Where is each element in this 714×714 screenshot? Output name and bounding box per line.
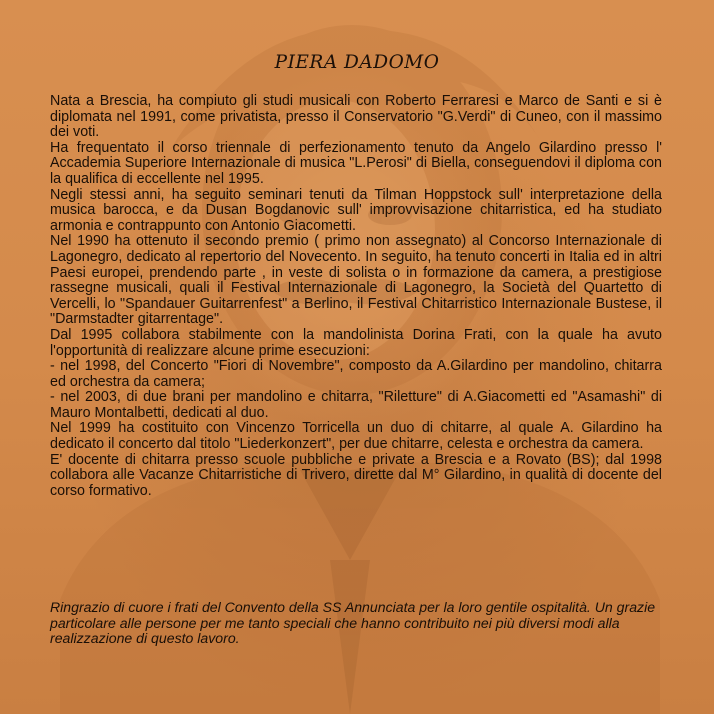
bio-paragraph: - nel 2003, di due brani per mandolino e chitarra, "Riletture" di A.Giacometti ed "Asamashi" di Mauro Montalbetti, dedicati al duo. [50, 389, 662, 421]
bio-paragraph: E' docente di chitarra presso scuole pubbliche e private a Brescia e a Rovato (BS); dal 1998 collabora alle Vacanze Chitarristiche di Trivero, dirette dal M° Gilardino, in qualità di docente del corso formativo. [50, 451, 662, 499]
bio-paragraph: Nel 1990 ha ottenuto il secondo premio ( primo non assegnato) al Concorso Internazionale di Lagonegro, dedicato al repertorio del Novecento. In seguito, ha tenuto concerti in Italia ed in altri Paesi europei, prendendo parte , in veste di solista o in formazione da camera, a prestigiose rassegne musicali, quali il Festival Internazionale di Lagonegro, la Società del Quartetto di Vercelli, lo "Spandauer Guitarrenfest" a Berlino, il Festival Chitarristico Internazionale Bustese, il "Darmstadter gitarrentage". [50, 233, 662, 328]
page-title: PIERA DADOMO [274, 52, 440, 73]
acknowledgement-block [50, 600, 662, 647]
bio-paragraph: Nel 1999 ha costituito con Vincenzo Torricella un duo di chitarre, al quale A. Gilardino ha dedicato il concerto dal titolo "Liederkonzert", per due chitarre, celesta e orchestra da camera. [50, 420, 662, 453]
acknowledgement-text: Ringrazio di cuore i frati del Convento della SS Annunciata per la loro gentile ospitalità. Un grazie particolare alle persone per me tanto speciali che hanno contribuito nei più diversi modi alla realizzazione di questo lavoro. [50, 599, 656, 647]
bio-paragraph: Nata a Brescia, ha compiuto gli studi musicali con Roberto Ferraresi e Marco de Santi e si è diplomata nel 1991, come privatista, presso il Conservatorio "G.Verdi" di Cuneo, con il massimo dei voti. [50, 93, 662, 141]
bio-paragraph: Ha frequentato il corso triennale di perfezionamento tenuto da Angelo Gilardino presso l' Accademia Superiore Internazionale di musica "L.Perosi" di Biella, conseguendovi il diploma con la qualifica di eccellente nel 1995. [50, 139, 662, 187]
bio-paragraph: Negli stessi anni, ha seguito seminari tenuti da Tilman Hoppstock sull' interpretazione della musica barocca, e da Dusan Bogdanovic sull' improvvisazione chitarristica, ed ha studiato armonia e contrappunto con Antonio Giacometti. [50, 186, 662, 234]
biography [50, 94, 662, 499]
bio-paragraph: - nel 1998, del Concerto "Fiori di Novembre", composto da A.Gilardino per mandolino, chitarra ed orchestra da camera; [50, 358, 662, 390]
bio-paragraph: Dal 1995 collabora stabilmente con la mandolinista Dorina Frati, con la quale ha avuto l'opportunità di realizzare alcune prime esecuzioni: [50, 326, 662, 359]
